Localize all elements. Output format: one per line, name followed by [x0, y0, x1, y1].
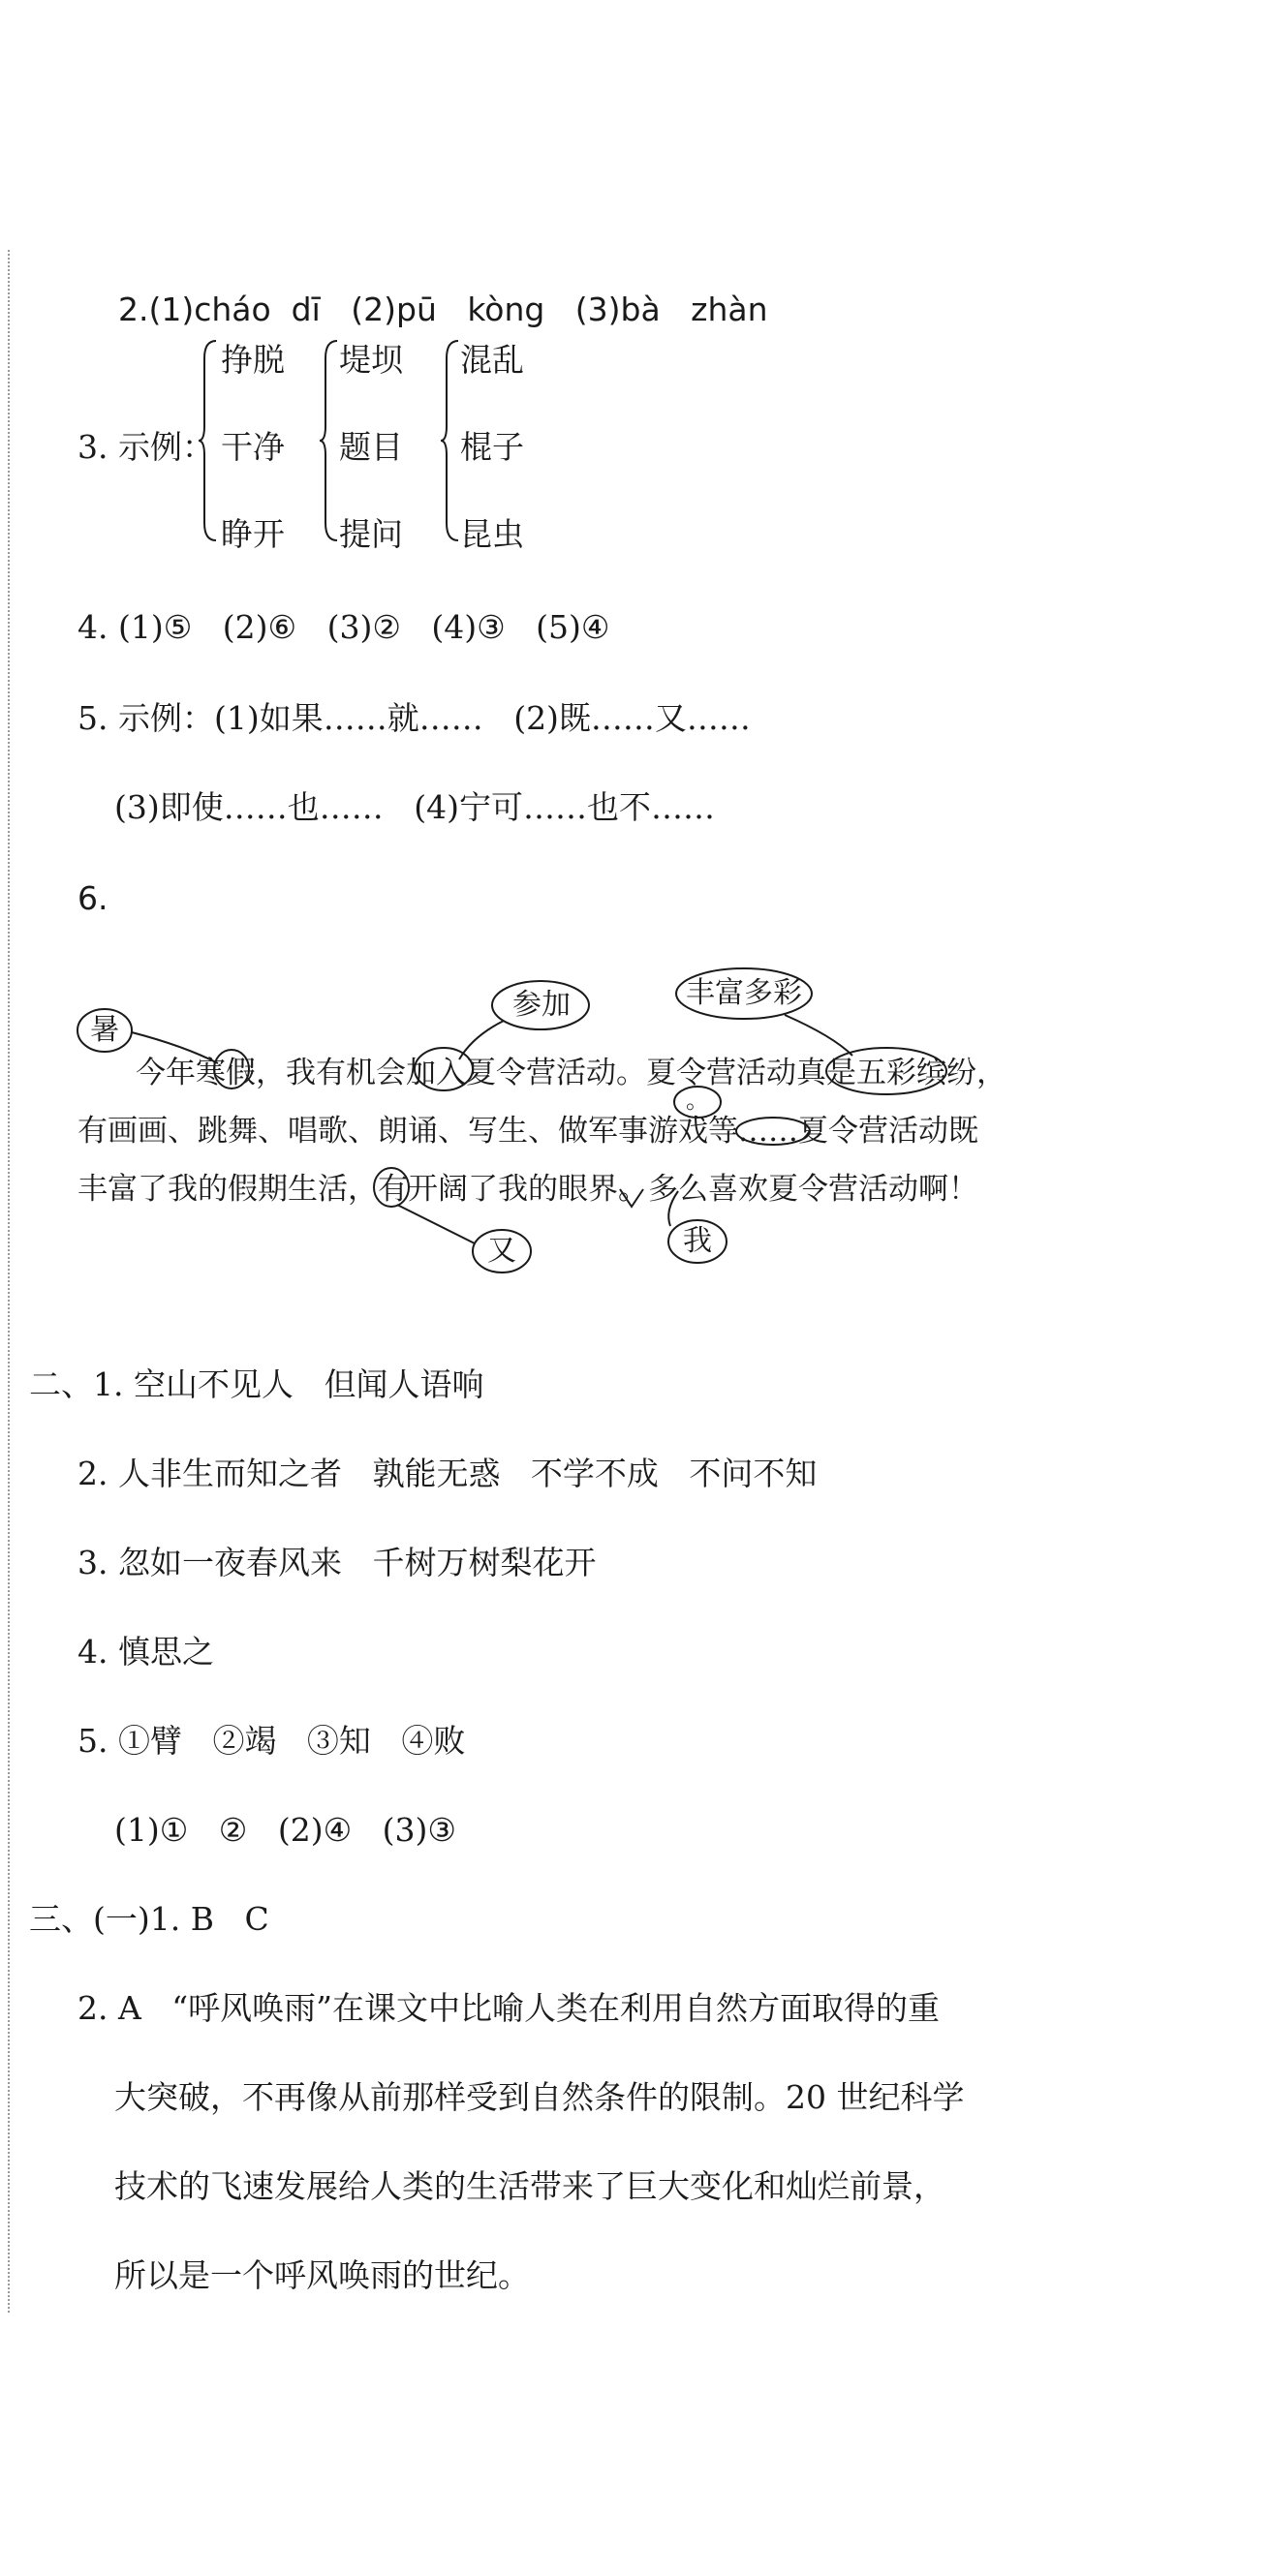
q5-line2: (3)即使……也…… (4)宁可……也不……	[114, 788, 715, 826]
q2-pinyin: (1)cháo dī (2)pū kòng (3)bà zhàn	[148, 291, 768, 328]
group1-word2: 干净	[221, 428, 285, 466]
group3-word2: 棍子	[460, 428, 524, 466]
s2-item5-sub: (1)① ② (2)④ (3)③	[114, 1811, 456, 1849]
s3-q2-line1: 2. A “呼风唤雨”在课文中比喻人类在利用自然方面取得的重	[77, 1989, 941, 2027]
correction-line-wo	[668, 1191, 678, 1226]
correction-caret	[620, 1189, 643, 1207]
q2-number: 2.	[117, 291, 149, 328]
group1-word1: 挣脱	[221, 341, 285, 379]
correction-circle-han	[214, 1050, 249, 1089]
correction-circle-wucai	[826, 1048, 946, 1094]
q6-number: 6.	[77, 879, 108, 917]
correction-line-you	[397, 1205, 475, 1243]
s3-q2-line4: 所以是一个呼风唤雨的世纪。	[114, 2256, 530, 2294]
s3-q2-line3: 技术的飞速发展给人类的生活带来了巨大变化和灿烂前景，	[114, 2167, 945, 2205]
s3-head: 三、(一)1. B C	[29, 1900, 269, 1938]
correction-line-canjia	[459, 1021, 504, 1059]
correction-text-canjia: 参加	[512, 988, 571, 1022]
group2-word3: 提问	[339, 515, 403, 553]
correction-line-shu	[132, 1032, 218, 1063]
q4-line: 4. (1)⑤ (2)⑥ (3)② (4)③ (5)④	[77, 608, 610, 646]
q6-passage-line1: 今年寒假，我有机会加入夏令营活动。夏令营活动真是五彩缤纷，	[136, 1056, 1006, 1090]
s2-item2: 2. 人非生而知之者 孰能无惑 不学不成 不问不知	[77, 1455, 818, 1492]
s2-item5: 5. ①臂 ②竭 ③知 ④败	[77, 1722, 466, 1760]
q6-passage-line2: 有画画、跳舞、唱歌、朗诵、写生、做军事游戏等……夏令营活动既	[77, 1114, 978, 1149]
s2-item4: 4. 慎思之	[77, 1633, 214, 1671]
correction-line-fengfu	[785, 1015, 852, 1056]
correction-circle-jiaru	[415, 1048, 473, 1090]
group2-word1: 堤坝	[339, 341, 403, 379]
q5-line1: 5. 示例：(1)如果……就…… (2)既……又……	[77, 699, 751, 737]
correction-text-you: 又	[487, 1234, 516, 1268]
group2-word2: 题目	[339, 428, 403, 466]
q6-passage-line3: 丰富了我的假期生活，有开阔了我的眼界。多么喜欢夏令营活动啊！	[77, 1172, 978, 1207]
group3-word1: 混乱	[460, 341, 524, 379]
s2-item3: 3. 忽如一夜春风来 千树万树梨花开	[77, 1544, 597, 1581]
s3-q2-line2: 大突破，不再像从前那样受到自然条件的限制。20 世纪科学	[114, 2078, 965, 2116]
s2-item1: 二、1. 空山不见人 但闻人语响	[29, 1365, 484, 1403]
correction-text-fengfu: 丰富多彩	[686, 976, 802, 1010]
correction-text-shu: 暑	[90, 1013, 119, 1047]
correction-circle-you	[374, 1168, 409, 1207]
group1-word3: 睁开	[221, 515, 285, 553]
correction-circle-ellipsis	[736, 1118, 810, 1145]
q3-prefix: 3. 示例：	[77, 428, 214, 466]
correction-text-wo: 我	[683, 1224, 712, 1258]
correction-text-period: 。	[686, 1087, 709, 1114]
group3-word3: 昆虫	[460, 515, 524, 553]
